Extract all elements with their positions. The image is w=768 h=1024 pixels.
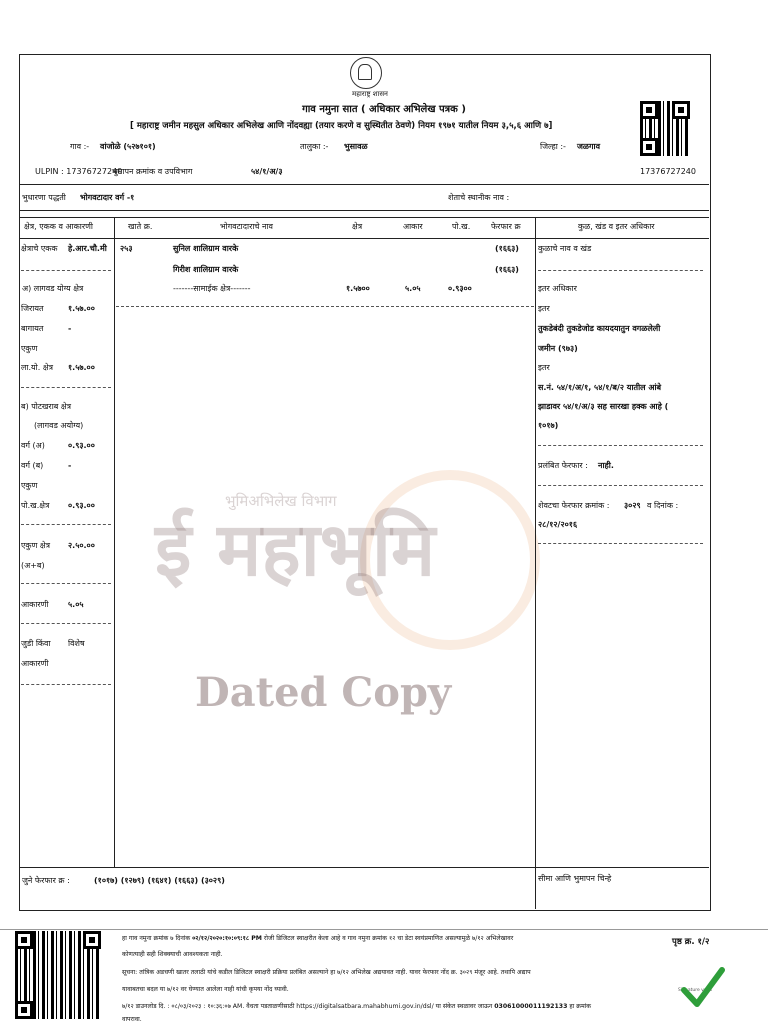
itar-label-2: इतर	[538, 363, 550, 372]
ekun-label: एकुण	[21, 344, 38, 353]
taluka-label: तालुका :-	[300, 142, 329, 151]
village-label: गाव :-	[70, 142, 90, 151]
note-line-2: कोणत्याही सही शिक्क्याची आवश्यकता नाही.	[122, 951, 223, 958]
page-number: पृष्ठ क्र. १/२	[672, 937, 710, 947]
digital-sign-time: ०२/१२/२०२०:१०:०९:१८ PM	[192, 935, 262, 942]
watermark-logo-text: ई महाभूमि	[155, 507, 436, 593]
dashed-rule	[116, 306, 534, 307]
total-label: एकुण क्षेत्र	[21, 541, 51, 550]
total-value: २.५०.००	[68, 541, 95, 550]
khata-number: २५३	[120, 244, 133, 253]
note-line-4: यावाबतचा बदल या ७/१२ वर घेण्यात आलेला नाही यांची कृपया नोंद घ्यावी.	[122, 986, 289, 993]
col-holder: भोगवटादाराचे नाव	[220, 222, 273, 231]
col-mutation: फेरफार क्र	[491, 222, 521, 231]
old-mutation-label: जुने फेरफार क्र :	[22, 876, 70, 885]
date-label: व दिनांक :	[647, 501, 679, 510]
holder-area: १.५७००	[346, 284, 370, 293]
page-title: गाव नमुना सात ( अधिकार अभिलेख पत्रक )	[302, 104, 466, 115]
boundary-label: सीमा आणि भुमापन चिन्हे	[538, 874, 612, 883]
dashed-rule	[21, 684, 111, 685]
varg-a-value: ०.९३.००	[68, 441, 95, 450]
col-divider	[114, 217, 115, 867]
note-line-3: सूचना: तांत्रिक अडचणी खातर तलाठी यांचे कडील डिजिटल स्वाक्षरी प्रक्रिया प्रलंबित असल्याने हा ७/१२ अभिलेख अद्ययावत नाही. यावर फेरफार नोंद क्र. ३०२९ मंजूर आहे. तथापि अद्याप	[122, 969, 531, 976]
col-area-unit: क्षेत्र, एकक व आकारणी	[24, 222, 94, 231]
note-line-1-end: रोजी डिजिटल स्वाक्षरीत केला आहे व गाव नमुना क्रमांक १२ चा डेटा स्वयंप्रमाणित असल्यामुळे ७/१२ अभिलेखावर	[263, 935, 514, 942]
qr-code-icon	[640, 101, 690, 156]
date-value: २८/१२/२०१६	[538, 520, 578, 529]
tenure-value: भोगवटादार वर्ग -१	[80, 193, 135, 202]
col-pokh: पो.ख.	[452, 222, 471, 231]
bottom-divider	[0, 929, 768, 930]
emblem-icon	[350, 57, 382, 89]
akarni-label: आकारणी	[21, 600, 49, 609]
qr-code-icon	[15, 931, 101, 1019]
last-mutation-label: शेवटचा फेरफार क्रमांक :	[538, 501, 610, 510]
ekun-label: एकुण	[21, 481, 38, 490]
jamin-text: जमीन (९७३)	[538, 344, 578, 353]
dashed-rule	[538, 485, 703, 486]
dashed-rule	[21, 524, 111, 525]
unit-value: हे.आर.चौ.मी	[68, 244, 107, 253]
col-assessment: आकार	[403, 222, 423, 231]
holder-pokh: ०.९३००	[448, 284, 472, 293]
col-rights: कुळ, खंड व इतर अधिकार	[578, 222, 655, 231]
district-label: जिल्हा :-	[540, 142, 566, 151]
judi-label-2: विशेष	[68, 639, 85, 648]
bagayat-value: -	[68, 324, 72, 333]
tenure-label: भुधारणा पद्धती	[22, 193, 66, 202]
varg-b-value: -	[68, 461, 72, 470]
dashed-rule	[538, 270, 703, 271]
varg-a-label: वर्ग (अ)	[21, 441, 45, 450]
note-line-1-start: हा गाव नमुना क्रमांक ७ दिनांक	[122, 935, 191, 942]
lyo-value: १.५७.००	[68, 363, 95, 372]
holder-mutation-2: (१६६३)	[495, 265, 519, 274]
dashed-rule	[538, 445, 703, 446]
signature-valid-label: Signature valid	[678, 988, 712, 993]
jirayat-label: जिरायत	[21, 304, 44, 313]
akarni-value: ५.०५	[68, 600, 84, 609]
holder-akar: ५.०५	[405, 284, 421, 293]
sn-text-3: १०१७)	[538, 421, 559, 430]
table-top	[19, 217, 709, 218]
dashed-rule	[21, 270, 111, 271]
verification-code: 03061000011192133	[494, 1003, 568, 1010]
sn-text-2: झाडावर ५४/१/अ/३ सह सारखा हक्क आहे (	[538, 402, 669, 411]
jirayat-value: १.५७.००	[68, 304, 95, 313]
col-divider	[535, 217, 536, 909]
pending-value: नाही.	[598, 461, 614, 470]
divider	[19, 210, 709, 211]
dashed-rule	[21, 583, 111, 584]
table-bottom	[19, 867, 709, 868]
page-subtitle: [ महाराष्ट्र जमीन महसुल अधिकार अभिलेख आणि नोंदवह्या (तयार करणे व सुस्थितीत ठेवणे) नियम १९७१ यातील नियम ३,५,६ आणि ७]	[130, 121, 553, 131]
tukda-text: तुकडेबंदी तुकडेजोड कायदयातुन वगळलेली	[538, 324, 661, 333]
holder-name-1: सुनिल शालिग्राम वारके	[173, 244, 239, 253]
other-rights-label: इतर अधिकार	[538, 284, 577, 293]
survey-value: ५४/१/अ/३	[251, 167, 283, 176]
pokharab-sub: (लागवड अयोग्य)	[34, 421, 84, 430]
village-value: वांजोळे (५२७१०१)	[100, 142, 156, 151]
table-header-bottom	[19, 238, 709, 239]
col-area: क्षेत्र	[352, 222, 363, 231]
ulpin: ULPIN : 17376727240	[35, 167, 123, 176]
note-line-6: वापरावा.	[122, 1016, 142, 1023]
judi-label-3: आकारणी	[21, 659, 49, 668]
pokh-value: ०.९३.००	[68, 501, 95, 510]
varg-b-label: वर्ग (ब)	[21, 461, 44, 470]
document-frame	[19, 54, 711, 911]
cultivable-label: अ) लागवड योग्य क्षेत्र	[22, 284, 84, 293]
old-mutation-value: (१०१७) (१२७९) (१६४१) (१६६३) (३०२९)	[94, 876, 225, 885]
unit-label: क्षेत्राचे एकक	[21, 244, 58, 253]
note-line-5	[122, 1003, 591, 1011]
dated-copy-stamp: Dated Copy	[195, 669, 452, 716]
bagayat-label: बागायत	[21, 324, 44, 333]
gov-name: महाराष्ट्र शासन	[352, 90, 388, 98]
holder-mutation-1: (१६६३)	[495, 244, 519, 253]
sn-text-1: स.नं. ५४/१/अ/१, ५४/१/ब/२ यातील आंबे	[538, 383, 662, 392]
note-line-5-start: ७/१२ डाउनलोड दि. : ०८/०३/२०२३ : १०:३६:०७ AM. वैधता पडताळणीसाठी https://digitalsatbara.mahabhumi.gov.in/dsl/ या संकेत स्थळावर जाऊन	[122, 1003, 493, 1010]
note-line-1	[122, 935, 513, 943]
common-area-label: -------सामाईक क्षेत्र-------	[173, 284, 251, 293]
district-value: जळगाव	[577, 142, 601, 151]
judi-label: जुडी किंवा	[21, 639, 51, 648]
note-line-5-end: हा क्रमांक	[569, 1003, 592, 1010]
checkmark-icon	[680, 964, 726, 1010]
dashed-rule	[538, 543, 703, 544]
survey-label: भुमापन क्रमांक व उपविभाग	[112, 167, 193, 176]
ulpin-right: 17376727240	[640, 167, 696, 176]
watermark-small-text: भुमिअभिलेख विभाग	[225, 492, 337, 510]
kul-label: कुळाचे नाव व खंड	[538, 244, 592, 253]
local-name-label: शेताचे स्थानीक नाव :	[448, 193, 510, 202]
itar-label: इतर	[538, 304, 550, 313]
total-sub: (अ+ब)	[21, 561, 45, 570]
pending-label: प्रलंबित फेरफार :	[538, 461, 588, 470]
col-khata: खाते क्र.	[128, 222, 153, 231]
holder-name-2: गिरीश शालिग्राम वारके	[173, 265, 239, 274]
taluka-value: भुसावळ	[344, 142, 368, 151]
divider	[19, 184, 709, 185]
dashed-rule	[21, 387, 111, 388]
dashed-rule	[21, 623, 111, 624]
pokharab-label: ब) पोटखराब क्षेत्र	[21, 402, 72, 411]
pokh-label: पो.ख.क्षेत्र	[21, 501, 50, 510]
lyo-label: ला.यो. क्षेत्र	[21, 363, 53, 372]
last-mutation-value: ३०२९	[624, 501, 641, 510]
